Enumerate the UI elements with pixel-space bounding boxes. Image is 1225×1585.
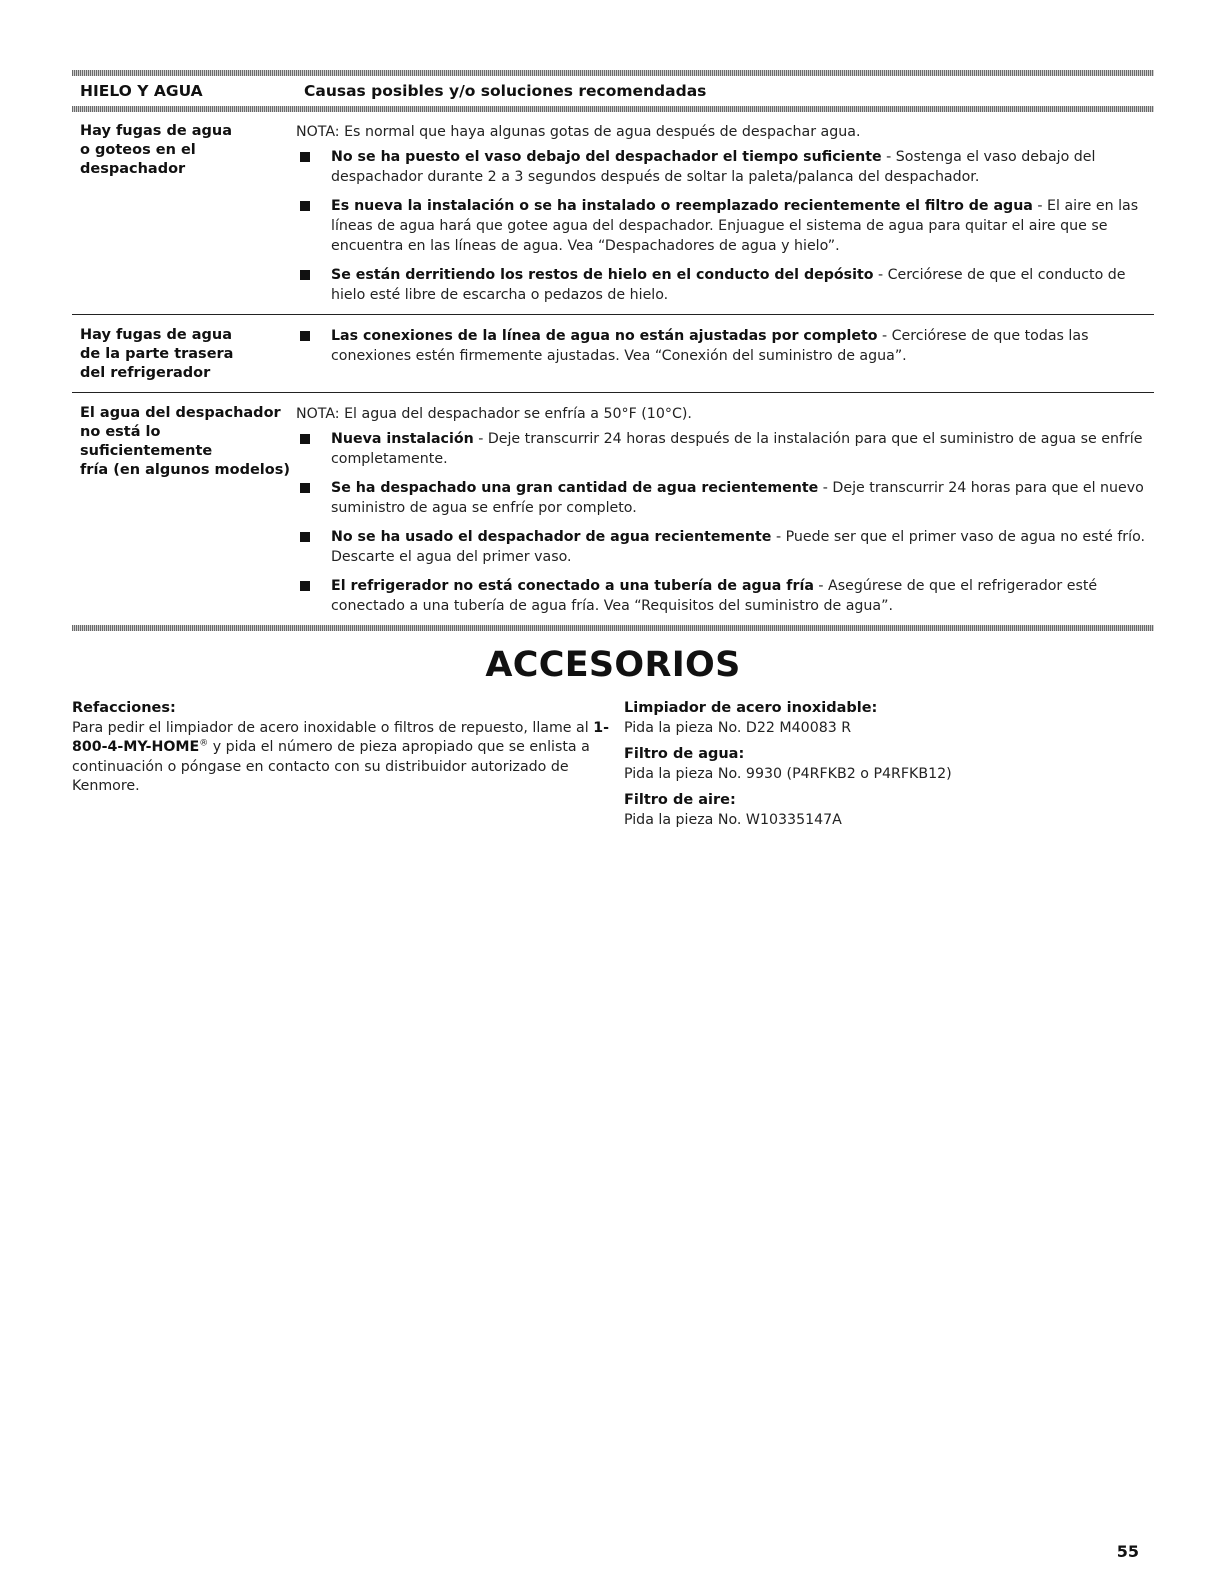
list-item xyxy=(296,326,1154,366)
list-item xyxy=(624,699,1154,738)
table-row xyxy=(72,112,1154,314)
problem-line: Hay fugas de agua xyxy=(80,123,232,139)
cause-solution: - Deje transcurrir 24 horas después de la instalación para que el suministro de agua se enfríe completamente. xyxy=(331,431,1143,467)
square-bullet-icon xyxy=(300,532,310,542)
manual-page xyxy=(72,70,1154,837)
cause-title: Es nueva la instalación o se ha instalado o reemplazado recientemente el filtro de agua xyxy=(331,198,1033,214)
list-item xyxy=(296,265,1154,305)
cause-title: Se ha despachado una gran cantidad de agua recientemente xyxy=(331,480,819,496)
problem-line: de la parte trasera xyxy=(80,346,234,362)
square-bullet-icon xyxy=(300,483,310,493)
square-bullet-icon xyxy=(300,331,310,341)
refacciones-block xyxy=(72,699,620,797)
cause-solution: - Puede ser que el primer vaso de agua no esté frío. Descarte el agua del primer vaso. xyxy=(331,529,1146,565)
list-item xyxy=(296,147,1154,187)
table-header-left: HIELO Y AGUA xyxy=(80,82,203,100)
problem-cell xyxy=(72,404,296,616)
causes-cell xyxy=(296,326,1154,383)
problem-line: Hay fugas de agua xyxy=(80,327,232,343)
square-bullet-icon xyxy=(300,152,310,162)
square-bullet-icon xyxy=(300,201,310,211)
table-row xyxy=(72,392,1154,625)
note-text: NOTA: Es normal que haya algunas gotas de agua después de despachar agua. xyxy=(296,124,861,140)
part-heading: Limpiador de acero inoxidable: xyxy=(624,700,878,716)
square-bullet-icon xyxy=(300,270,310,280)
list-item xyxy=(296,478,1154,518)
problem-line: no está lo suficientemente xyxy=(80,424,213,459)
cause-title: No se ha puesto el vaso debajo del despachador el tiempo suficiente xyxy=(331,149,882,165)
refacciones-text: Para pedir el limpiador de acero inoxidable o filtros de repuesto, llame al 1-800-4-MY-HOME® y pida el número de pieza apropiado que se enlista a continuación o póngase en contacto con su distribuidor autorizado de Kenmore. xyxy=(72,719,609,794)
cause-title: Se están derritiendo los restos de hielo en el conducto del depósito xyxy=(331,267,874,283)
square-bullet-icon xyxy=(300,581,310,591)
cause-solution: - Sostenga el vaso debajo del despachador durante 2 a 3 segundos después de soltar la paleta/palanca del despachador. xyxy=(331,149,1096,185)
table-row xyxy=(72,314,1154,392)
cause-solution: - Cerciórese de que el conducto de hielo esté libre de escarcha o pedazos de hielo. xyxy=(331,267,1126,303)
part-number: Pida la pieza No. W10335147A xyxy=(624,811,842,828)
cause-solution: - Asegúrese de que el refrigerador esté conectado a una tubería de agua fría. Vea “Requisitos del suministro de agua”. xyxy=(331,578,1098,614)
cause-title: El refrigerador no está conectado a una tubería de agua fría xyxy=(331,578,814,594)
table-header-right: Causas posibles y/o soluciones recomendadas xyxy=(304,82,707,100)
problem-line: El agua del despachador xyxy=(80,405,281,421)
problem-line: del refrigerador xyxy=(80,365,211,381)
list-item xyxy=(624,791,1154,830)
part-heading: Filtro de aire: xyxy=(624,792,736,808)
cause-solution: - Cerciórese de que todas las conexiones estén firmemente ajustadas. Vea “Conexión del suministro de agua”. xyxy=(331,328,1089,364)
list-item xyxy=(296,196,1154,256)
registered-mark: ® xyxy=(199,738,209,749)
list-item xyxy=(296,576,1154,616)
list-item xyxy=(296,429,1154,469)
note-text: NOTA: El agua del despachador se enfría a 50°F (10°C). xyxy=(296,406,692,422)
causes-cell xyxy=(296,404,1154,616)
part-number: Pida la pieza No. D22 M40083 R xyxy=(624,719,852,736)
cause-title: Nueva instalación xyxy=(331,431,474,447)
square-bullet-icon xyxy=(300,434,310,444)
problem-cell xyxy=(72,122,296,305)
refacciones-heading: Refacciones: xyxy=(72,700,176,716)
problem-line: o goteos en el despachador xyxy=(80,142,196,177)
phone-number: 1-800-4-MY-HOME xyxy=(72,719,609,755)
cause-title: No se ha usado el despachador de agua recientemente xyxy=(331,529,772,545)
table-header xyxy=(72,76,1154,106)
parts-list xyxy=(624,699,1154,837)
list-item xyxy=(296,527,1154,567)
cause-title: Las conexiones de la línea de agua no están ajustadas por completo xyxy=(331,328,878,344)
accessories-section xyxy=(72,699,1154,837)
section-title: ACCESORIOS xyxy=(485,645,741,685)
problem-line: fría (en algunos modelos) xyxy=(80,462,290,478)
bottom-hatch-rule xyxy=(72,625,1154,631)
page-number: 55 xyxy=(1116,1542,1139,1561)
problem-cell xyxy=(72,326,296,383)
cause-solution: - El aire en las líneas de agua hará que gotee agua del despachador. Enjuague el sistema de agua para quitar el aire que se encuentra en las líneas de agua. Vea “Despachadores de agua y hielo”. xyxy=(331,198,1139,254)
part-heading: Filtro de agua: xyxy=(624,746,745,762)
cause-solution: - Deje transcurrir 24 horas para que el nuevo suministro de agua se enfríe por completo. xyxy=(331,480,1144,516)
causes-cell xyxy=(296,122,1154,305)
list-item xyxy=(624,745,1154,784)
part-number: Pida la pieza No. 9930 (P4RFKB2 o P4RFKB12) xyxy=(624,765,952,782)
